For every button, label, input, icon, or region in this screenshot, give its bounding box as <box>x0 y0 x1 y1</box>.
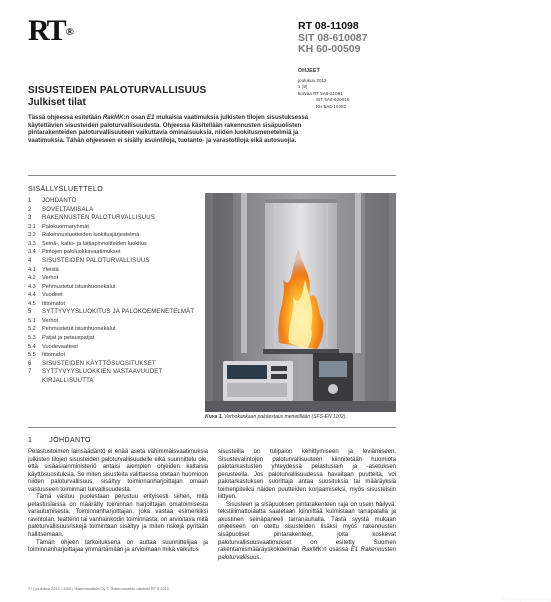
toc-number: 5.2 <box>28 326 36 333</box>
toc-item <box>28 334 203 343</box>
toc-item <box>28 343 203 352</box>
toc-item <box>28 257 203 266</box>
toc-text: Patjat ja petauspatjat <box>42 335 95 341</box>
replaces-rt: korvaa RT 5A6-21081 <box>298 90 343 96</box>
toc-number: 4.4 <box>28 292 36 299</box>
toc-number: 3.2 <box>28 232 36 239</box>
toc-text: SISUSTEIDEN KÄYTTÖSUOSITUKSET <box>42 360 156 367</box>
body-column-right <box>218 449 396 581</box>
body-paragraph: Pelastustoimen lainsäädäntö ei enää aseta vähimmäisvaatimuksia julkisten tilojen sisusteiden paloturvallisuudelle eikä suunnittelu ole, että sisäasiainministeriö antaisi aiempien ohjeiden kaltaisia käyttösuosituksia. Se miten sisusteita valittaessa otetaan huomioon niiden paloturvallisuus, sisältyy toiminnanharjoittajan omaan vastuuseen toiminnan turvallisuudesta. <box>28 449 208 493</box>
kh-code: KH 60-00509 <box>298 43 361 55</box>
toc-number: 3.3 <box>28 240 36 247</box>
sit-code: SIT 08-610087 <box>298 31 368 44</box>
table-of-contents <box>28 197 203 385</box>
doc-type: OHJEET <box>298 68 320 74</box>
toc-number: 7 <box>28 369 32 376</box>
toc-text: Ititomatot <box>42 352 66 359</box>
replaces-kh: KH 5A6-10282 <box>316 103 347 109</box>
toc-text: SOVELTAMISALA <box>42 206 94 213</box>
doc-version: 1 (9) <box>298 84 308 90</box>
toc-item <box>28 206 203 215</box>
toc-number: 5.1 <box>28 317 36 324</box>
toc-item <box>28 291 203 300</box>
toc-text: SYTTYVYYSLUOKKIEN VASTAAVUUDET <box>42 369 163 376</box>
toc-item <box>28 197 203 206</box>
toc-item <box>28 214 203 223</box>
fire-test-illustration <box>205 193 396 412</box>
photo-credit: © VTT Expert Services Oy <box>502 597 551 602</box>
toc-number: 4.2 <box>28 275 36 282</box>
rt-code: RT 08-11098 <box>298 20 359 32</box>
toc-item <box>28 317 203 326</box>
section-1-heading <box>28 437 91 444</box>
toc-item <box>28 231 203 240</box>
toc-number: 1 <box>28 198 32 204</box>
toc-text: SYTTYVYYSLUOKITUS JA PALOKOEMENETELMÄT <box>42 309 195 316</box>
toc-text: Vuodeet <box>42 292 63 299</box>
toc-text: RAKENNUSTEN PALOTURVALLISUUS <box>42 215 155 222</box>
body-paragraph: Tämä vastuu puolestaan perustuu erityisesti siihen, mitä pelastuslaissa on määrätty toiminnan harjoittajan omatoimisesta varautumisesta. Toiminnanharjoittajan, joka vastaa esimerkiksi ravintolan, teatterin tai vanhainkodin toiminnasta, on arvioitava mitä paloturvallisuusriskejä toimintaan sisältyy ja miten riskejä pyritään hallitsemaan. <box>28 494 208 539</box>
toc-item <box>28 266 203 275</box>
toc-text: JOHDANTO <box>42 198 77 204</box>
replaces-sit: SIT 5A6-620016 <box>316 97 350 103</box>
divider-mid <box>28 427 396 428</box>
toc-text: Pintojen paloluokkavaatimukset <box>42 249 121 256</box>
document-codes <box>298 21 367 56</box>
toc-item <box>28 308 203 317</box>
toc-item <box>28 240 203 249</box>
toc-item <box>28 274 203 283</box>
toc-item <box>28 248 203 257</box>
page-subtitle: Julkiset tilat <box>28 97 86 108</box>
toc-text: KIRJALLISUUTTA <box>42 377 94 384</box>
toc-number: 2 <box>28 206 32 213</box>
toc-item <box>28 351 203 360</box>
rt-logo: RT® <box>28 14 74 47</box>
body-column-left <box>28 449 208 581</box>
toc-item <box>28 377 203 386</box>
toc-number: 4.3 <box>28 283 36 290</box>
toc-number: 6 <box>28 360 32 367</box>
page-footer: 77 | joulukuu 2012 / 1100 | Rakennustieto Oy © Rakennustieto oikeidet RT 5 2012 <box>28 586 169 591</box>
toc-text: Verhot <box>42 317 59 324</box>
section-number: 1 <box>28 437 33 444</box>
toc-text: Rakennustuotteiden luokitusjärjestelmä <box>42 232 140 239</box>
toc-item <box>28 223 203 232</box>
toc-text: Pehmustetut istuinhuonekalut <box>42 326 116 333</box>
page-title: SISUSTEIDEN PALOTURVALLISUUS <box>28 85 207 96</box>
toc-text: Pehmustetut istuinhuonekalut <box>42 283 116 290</box>
toc-item <box>28 300 203 309</box>
toc-text: Yleistä <box>42 266 59 273</box>
toc-number: 5 <box>28 309 32 316</box>
section-title: JOHDANTO <box>49 437 91 444</box>
toc-item <box>28 283 203 292</box>
toc-text: Ititomatot <box>42 300 66 307</box>
body-paragraph: Sisusteen ja sisäpuolisen pintarakenteen raja on usein häilyvä: tekstiilimattoiaatta saatetaan kiinnittää kulmistaan tarrapalalla ja akustinen seinäpaneeli tarranauhalla. Tästä syystä mukaan ohjeeseen on otettu sisusteiden lisäksi myös rakennusten sisäpuoliset pintarakenteet, joita koskevat paloturvallisuusvaatimukset on esitetty Suomen rakentamismääräyskokoelman RakMK:n osassa E1 Rakennusten paloturvallisuus. <box>218 501 396 561</box>
toc-text: Palokuormaryhmät <box>42 223 89 230</box>
intro-paragraph: Tässä ohjeessa esitetään RakMK:n osan E1 mukaisia vaatimuksia julkisten tilojen sisustuksessa käytettävien sisusteiden paloturvallisuudesta. Ohjeessa käsitellään rakennusten sisäpuolisten pintarakenteiden paloturvallisuuteen vaikuttavia ominaisuuksia, niiden luokitusmenetelmiä ja vaatimuksia. Tähän ohjeeseen ei sisälly asuintiloja, tuotanto- ja varastotiloja eikä autosuojia. <box>28 114 309 145</box>
toc-text: Seinä-, katto- ja lattiapinnoitteiden luokitus <box>42 240 147 247</box>
toc-number: 4.5 <box>28 300 36 307</box>
document-meta <box>298 68 349 111</box>
toc-number: 5.4 <box>28 343 36 350</box>
toc-item <box>28 368 203 377</box>
body-paragraph: Tämän ohjeen tarkoituksena on auttaa suunnittelijaa ja toiminnanharjoittajaa ymmärtämään ja arvioimaan mikä vaikutus <box>28 539 208 554</box>
toc-text: SISUSTEIDEN PALOTURVALLISUUS <box>42 257 150 264</box>
toc-number: 4.1 <box>28 266 36 273</box>
divider-top <box>28 175 396 176</box>
toc-number: 5.5 <box>28 352 36 359</box>
toc-item <box>28 360 203 369</box>
toc-text: Verhot <box>42 275 59 282</box>
toc-number: 5.3 <box>28 335 36 341</box>
toc-text: Vuodevaatteet <box>42 343 78 350</box>
doc-date: joulukuu 2012 <box>298 77 327 83</box>
toc-heading: SISÄLLYSLUETTELO <box>28 186 104 193</box>
toc-item <box>28 325 203 334</box>
toc-number: 3.1 <box>28 223 36 230</box>
toc-number: 4 <box>28 257 32 264</box>
toc-number: 3.4 <box>28 249 36 256</box>
toc-number <box>28 377 42 386</box>
body-paragraph: sisusteilla on tulipalon kehittymiseen ja leviämiseen. Sisustevalintojen paloturvallisuuteen kiinnitetään huomiota palotarkastusten yhteydessä pelastuslain ja -asetuksen perusteella. Jos paloturvallisuudessa havaitaan puutteita, voi palotarkastuksen suorittaja antaa suosituksia tai määräyksiä toimenpiteiksi näiden puutteiden korjaamiseksi, myös sisusteisiin liittyen. <box>218 449 396 501</box>
figure-caption: Kuva 1. Verhokankaan palotestaus menetillään (SFS-EN 1102). <box>205 414 347 420</box>
toc-number: 3 <box>28 215 32 222</box>
